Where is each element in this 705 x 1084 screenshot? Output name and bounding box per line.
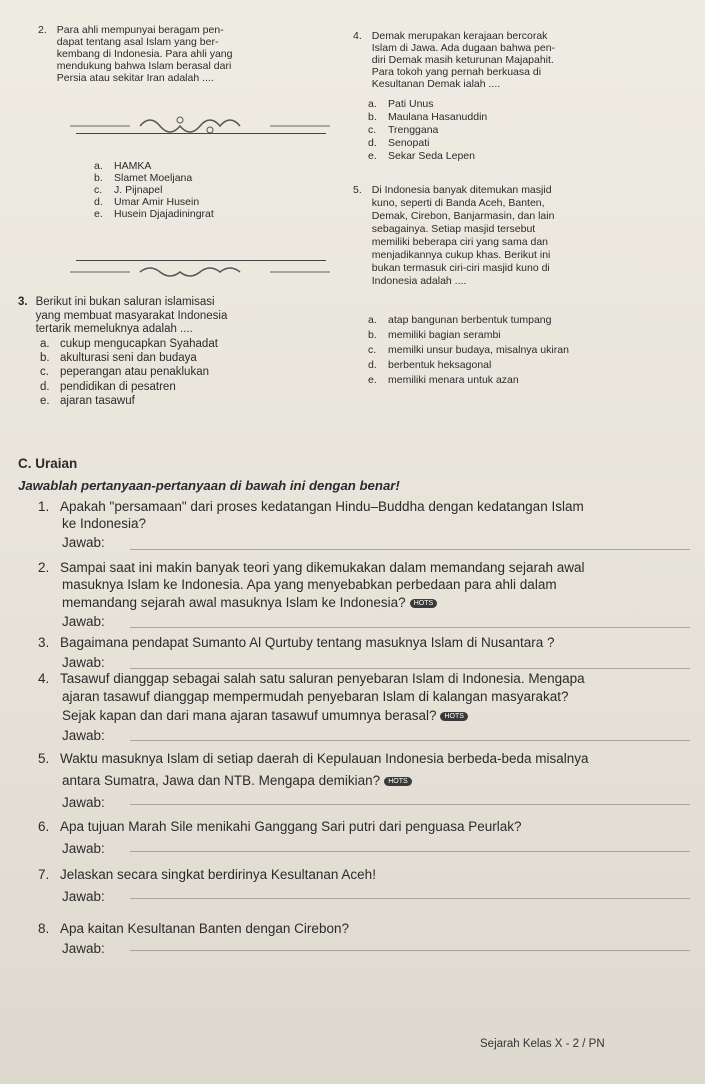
question-text-hots [62,772,412,789]
question-text: Sejak kapan dan dari mana ajaran tasawuf umumnya berasal? [62,708,437,723]
question-text: Apakah "persamaan" dari proses kedatangan Hindu–Buddha dengan kedatangan Islam [60,499,584,514]
jawab-label: Jawab: [62,889,105,904]
question-line: sebagainya. Setiap masjid tersebut [371,223,536,235]
question-number: 5. [353,184,362,196]
option-key: a. [94,160,103,172]
question-line: Di Indonesia banyak ditemukan masjid [371,184,552,196]
option-key: d. [368,137,377,149]
hots-badge: HOTS [384,777,411,786]
question-line: Demak, Cirebon, Banjarmasin, dan lain [371,210,555,222]
jawab-label: Jawab: [62,728,105,743]
option-husein-djajadiningrat[interactable]: Husein Djajadiningrat [114,208,214,220]
option-trenggana[interactable]: Trenggana [388,124,439,136]
question-line: memiliki beberapa ciri yang sama dan [371,236,549,248]
mc-question-3 [18,296,227,337]
option-hamka[interactable]: HAMKA [114,160,152,172]
decorative-ornament [70,264,330,284]
option-tasawuf[interactable]: ajaran tasawuf [60,394,135,407]
question-text: Jelaskan secara singkat berdirinya Kesultanan Aceh! [60,867,376,882]
answer-line-4[interactable] [130,740,690,741]
option-key: a. [368,98,377,110]
question-number: 6. [38,819,50,834]
question-line: bukan termasuk ciri-ciri masjid kuno di [371,262,550,274]
mc-options-q3 [40,337,218,408]
answer-line-6[interactable] [130,851,690,852]
question-text: antara Sumatra, Jawa dan NTB. Mengapa demikian? [62,773,381,788]
question-number: 8. [38,921,50,936]
mc-options-q5 [368,313,658,388]
decorative-ornament [70,112,330,138]
question-line: Islam di Jawa. Ada dugaan bahwa pen- [371,42,556,54]
option-heksagonal[interactable]: berbentuk heksagonal [388,359,492,371]
question-text: Apa kaitan Kesultanan Banten dengan Cirebon? [60,921,349,936]
question-text-hots [62,707,468,724]
mc-options-q4 [368,98,487,163]
answer-line-2[interactable] [130,627,690,628]
option-peperangan[interactable]: peperangan atau penaklukan [60,366,209,379]
option-unsur-budaya[interactable]: memilki unsur budaya, misalnya ukiran [388,344,569,356]
question-line: Demak merupakan kerajaan bercorak [371,30,548,42]
answer-line-1[interactable] [130,549,690,550]
option-slamet-moeljana[interactable]: Slamet Moeljana [114,172,193,184]
essay-question-3 [38,634,555,651]
question-number: 4. [38,671,50,686]
jawab-label: Jawab: [62,655,105,670]
option-key: e. [368,374,377,386]
option-key: d. [94,196,103,208]
option-serambi[interactable]: memiliki bagian serambi [388,329,501,341]
essay-question-6 [38,818,522,835]
essay-question-5 [38,750,589,767]
question-line: diri Demak masih keturunan Majapahit. [371,54,554,66]
section-instruction: Jawablah pertanyaan-pertanyaan di bawah ini dengan benar! [18,478,400,493]
option-pijnapel[interactable]: J. Pijnapel [114,184,163,196]
jawab-label: Jawab: [62,795,105,810]
option-key: a. [368,314,377,326]
question-line: Para tokoh yang pernah berkuasa di [371,66,542,78]
question-line: kuno, seperti di Banda Aceh, Banten, [371,197,545,209]
essay-question-8 [38,920,349,937]
jawab-label: Jawab: [62,841,105,856]
option-pati-unus[interactable]: Pati Unus [388,98,434,110]
mc-question-4 [353,30,555,90]
option-maulana-hasanuddin[interactable]: Maulana Hasanuddin [388,111,488,123]
essay-question-1 [38,498,584,515]
option-key: b. [40,352,50,365]
question-text: Waktu masuknya Islam di setiap daerah di Kepulauan Indonesia berbeda-beda misalnya [60,751,589,766]
question-text-hots [62,594,437,611]
option-key: e. [368,150,377,162]
page-footer: Sejarah Kelas X - 2 / PN [480,1038,605,1050]
question-text: Apa tujuan Marah Sile menikahi Ganggang Sari putri dari penguasa Peurlak? [60,819,522,834]
option-menara-azan[interactable]: memiliki menara untuk azan [388,374,519,386]
option-senopati[interactable]: Senopati [388,137,430,149]
option-atap-tumpang[interactable]: atap bangunan berbentuk tumpang [388,314,552,326]
section-title: C. Uraian [18,456,78,471]
answer-line-7[interactable] [130,898,690,899]
mc-question-2 [38,24,232,84]
option-key: c. [94,184,103,196]
option-key: d. [40,380,50,393]
essay-question-2 [38,559,585,576]
question-line: yang membuat masyarakat Indonesia [35,309,228,322]
question-number: 3. [38,635,50,650]
question-text: Sampai saat ini makin banyak teori yang dikemukakan dalam memandang sejarah awal [60,560,585,575]
question-line: Berikut ini bukan saluran islamisasi [35,296,215,308]
question-number: 4. [353,30,362,42]
question-line: Indonesia adalah .... [371,275,467,287]
option-akulturasi[interactable]: akulturasi seni dan budaya [60,352,197,365]
question-text: memandang sejarah awal masuknya Islam ke Indonesia? [62,595,406,610]
essay-question-4 [38,670,585,687]
question-line: kembang di Indonesia. Para ahli yang [56,48,233,60]
option-cukup-syahadat[interactable]: cukup mengucapkan Syahadat [60,338,218,350]
question-line: dapat tentang asal Islam yang ber- [56,36,219,48]
option-pendidikan[interactable]: pendidikan di pesatren [60,380,176,393]
answer-line-5[interactable] [130,804,690,805]
question-number: 3. [18,296,28,308]
question-text: ke Indonesia? [62,516,147,531]
option-key: a. [40,338,50,350]
option-key: b. [94,172,103,184]
question-text: Bagaimana pendapat Sumanto Al Qurtuby tentang masuknya Islam di Nusantara ? [60,635,555,650]
question-number: 5. [38,751,50,766]
option-key: c. [368,344,377,356]
hots-badge: HOTS [410,599,437,608]
question-line: tertarik memeluknya adalah .... [35,323,193,336]
option-key: c. [368,124,377,136]
option-key: d. [368,359,377,371]
option-sekar-seda-lepen[interactable]: Sekar Seda Lepen [388,150,475,162]
question-number: 2. [38,24,47,36]
question-line: Kesultanan Demak ialah .... [371,78,501,90]
option-key: c. [40,366,49,379]
option-key: e. [94,208,103,220]
option-umar-amir-husein[interactable]: Umar Amir Husein [114,196,200,208]
option-key: b. [368,329,377,341]
question-number: 1. [38,499,50,514]
question-line: Persia atau sekitar Iran adalah .... [56,72,214,84]
mc-options-q2 [42,160,214,220]
option-key: e. [40,394,50,407]
jawab-label: Jawab: [62,614,105,629]
answer-line-8[interactable] [130,950,690,951]
question-text: Tasawuf dianggap sebagai salah satu saluran penyebaran Islam di Indonesia. Mengapa [60,671,585,686]
hots-badge: HOTS [440,712,467,721]
question-line: Para ahli mempunyai beragam pen- [56,24,224,36]
answer-line-3[interactable] [130,668,690,669]
mc-question-5 [353,184,554,288]
option-key: b. [368,111,377,123]
jawab-label: Jawab: [62,535,105,550]
essay-question-7 [38,866,376,883]
question-text: masuknya Islam ke Indonesia. Apa yang menyebabkan perbedaan para ahli dalam [62,577,557,592]
question-number: 7. [38,867,50,882]
question-number: 2. [38,560,50,575]
jawab-label: Jawab: [62,941,105,956]
question-line: menjadikannya cukup khas. Berikut ini [371,249,551,261]
question-text: ajaran tasawuf dianggap mempermudah penyebaran Islam di kalangan masyarakat? [62,689,569,704]
question-line: mendukung bahwa Islam berasal dari [56,60,232,72]
